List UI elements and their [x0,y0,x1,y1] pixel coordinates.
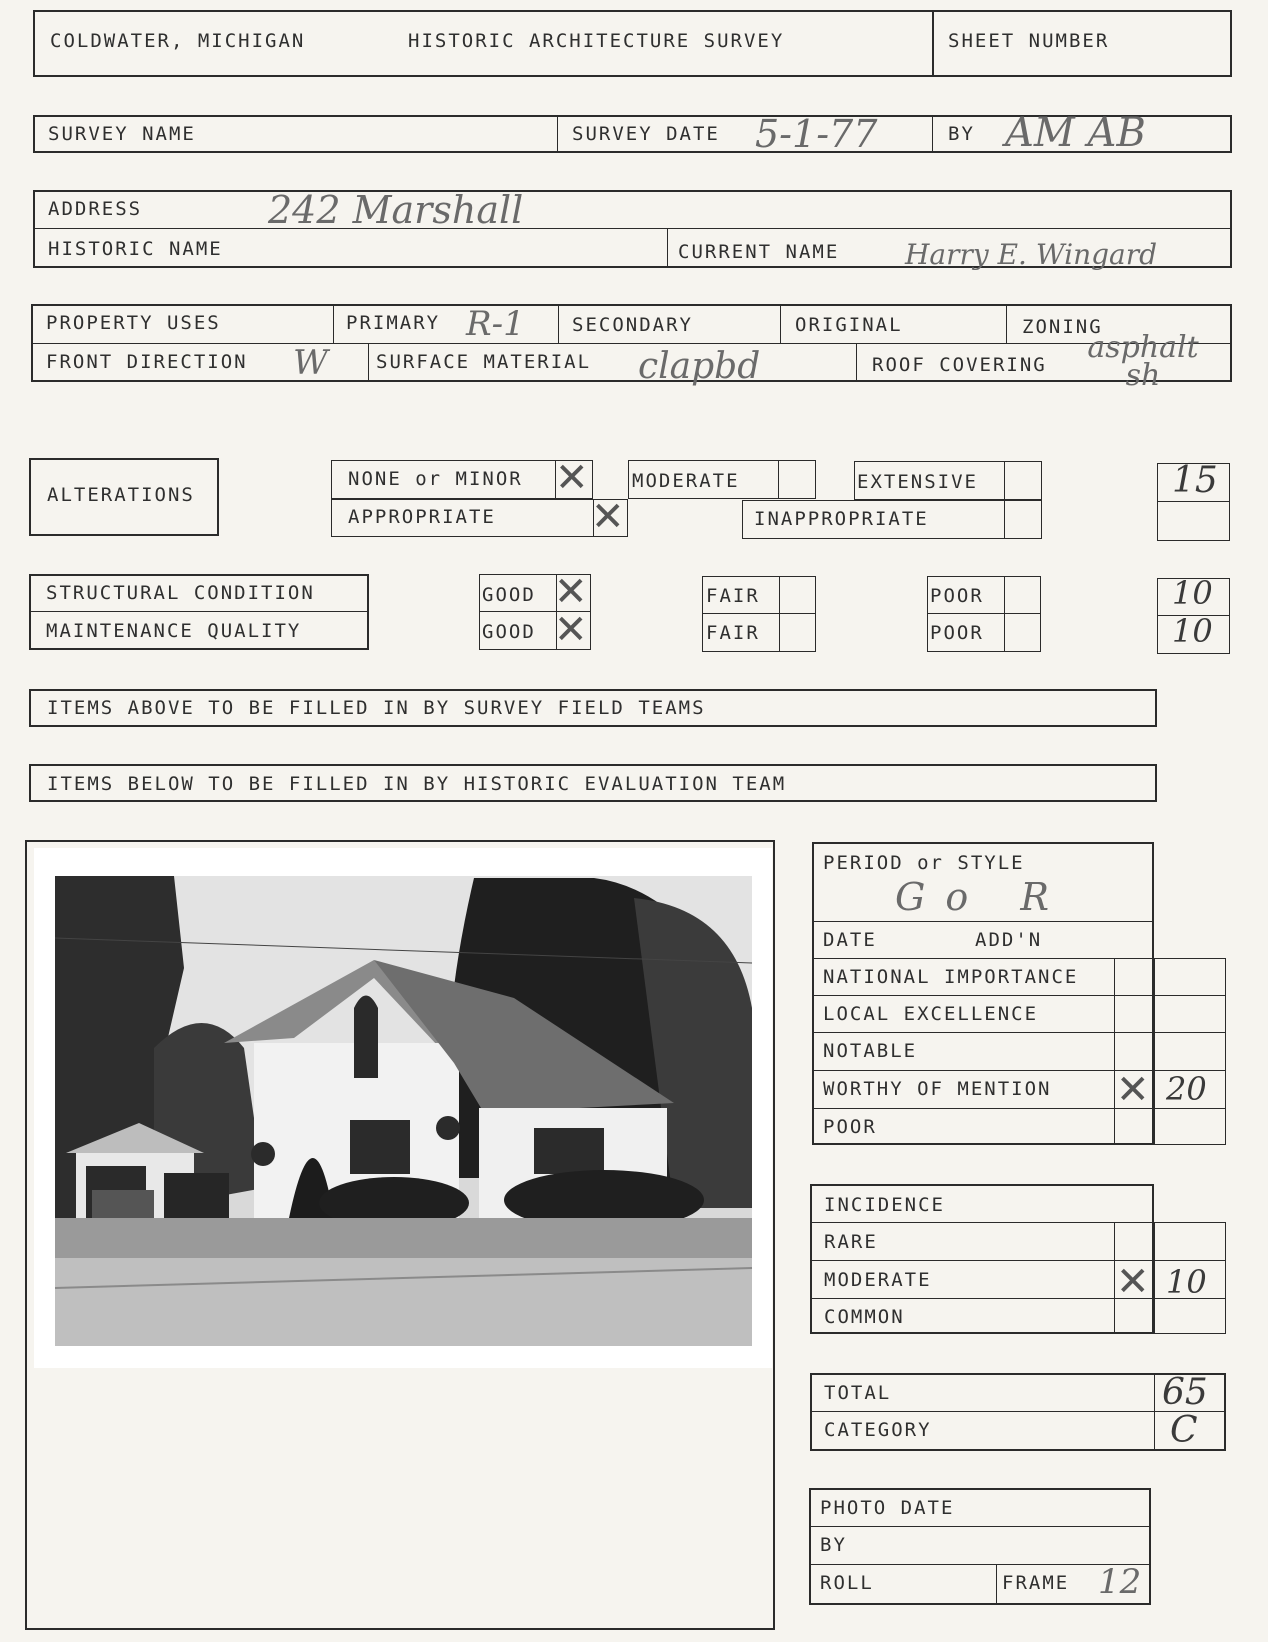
date-label: DATE [823,929,877,951]
incidence-moderate-label: MODERATE [824,1269,932,1291]
primary-label: PRIMARY [346,312,441,334]
appropriate-label: APPROPRIATE [348,506,496,528]
frame-label: FRAME [1002,1572,1070,1594]
total-label: TOTAL [824,1382,892,1404]
survey-name-label: SURVEY NAME [48,123,196,145]
worthy-of-mention-label: WORTHY OF MENTION [823,1078,1052,1100]
alterations-label: ALTERATIONS [47,484,195,506]
eval-row-notable [812,1032,1226,1033]
none-minor-label: NONE or MINOR [348,468,523,490]
national-importance-label: NATIONAL IMPORTANCE [823,966,1079,988]
moderate-label: MODERATE [632,470,740,492]
worthy-x: ✕ [1116,1067,1150,1113]
eval-score-sep [1154,958,1226,1145]
inappropriate-label: INAPPROPRIATE [754,508,929,530]
notes-below: ITEMS BELOW TO BE FILLED IN BY HISTORIC EVALUATION TEAM [47,773,787,795]
eval-row-poor [812,1108,1226,1109]
photo-info-row-by [809,1526,1151,1527]
secondary-label: SECONDARY [572,314,693,336]
incidence-moderate-score: 10 [1166,1263,1207,1301]
category-value: C [1170,1410,1198,1451]
maintenance-quality-label: MAINTENANCE QUALITY [46,620,302,642]
structural-good-label: GOOD [482,584,536,606]
structural-condition-label: STRUCTURAL CONDITION [46,582,315,604]
photo-frame [34,848,772,1368]
maintenance-score: 10 [1172,612,1213,650]
house-photo [34,848,772,1368]
none-minor-x: ✕ [555,455,589,501]
frame-value: 12 [1098,1562,1142,1602]
structural-score: 10 [1172,574,1213,612]
roll-label: ROLL [820,1572,874,1594]
incidence-moderate-x: ✕ [1116,1259,1150,1305]
eval-row-date [812,921,1154,922]
header-title: HISTORIC ARCHITECTURE SURVEY [408,30,785,52]
fair-check-col [779,576,816,652]
poor-check-col [1004,576,1041,652]
condition-label-divider [29,611,369,612]
surface-material-value: clapbd [638,346,761,387]
moderate-check [778,460,816,499]
structural-poor-label: POOR [930,585,984,607]
photo-by-label: BY [820,1534,847,1556]
zoning-label: ZONING [1022,316,1103,338]
incidence-row-moderate [810,1260,1226,1261]
current-name-value: Harry E. Wingard [905,238,1158,271]
alterations-score: 15 [1172,460,1218,501]
current-name-label: CURRENT NAME [678,241,840,263]
local-excellence-label: LOCAL EXCELLENCE [823,1003,1039,1025]
period-style-value: Go R [895,875,1069,919]
eval-row-local [812,995,1226,996]
historic-name-label: HISTORIC NAME [48,238,223,260]
original-label: ORIGINAL [795,314,903,336]
eval-row-worthy [812,1070,1226,1071]
sheet-number-label: SHEET NUMBER [948,30,1110,52]
incidence-label: INCIDENCE [824,1194,945,1216]
address-value: 242 Marshall [268,188,524,232]
incidence-row-rare [810,1222,1226,1223]
front-direction-value: W [293,343,328,383]
address-label: ADDRESS [48,198,143,220]
survey-date-value: 5-1-77 [755,112,878,156]
structural-fair-label: FAIR [706,585,760,607]
survey-by-value: AM AB [1005,110,1146,156]
notes-above: ITEMS ABOVE TO BE FILLED IN BY SURVEY FIELD TEAMS [47,697,706,719]
property-uses-label: PROPERTY USES [46,312,221,334]
roof-covering-value: asphalt sh [1087,330,1199,393]
rare-label: RARE [824,1231,878,1253]
incidence-row-common [810,1298,1226,1299]
maintenance-good-x: ✕ [554,607,588,653]
front-direction-label: FRONT DIRECTION [46,351,248,373]
primary-value: R-1 [466,304,525,344]
total-value: 65 [1162,1372,1208,1413]
maintenance-good-label: GOOD [482,621,536,643]
eval-poor-label: POOR [823,1116,877,1138]
common-label: COMMON [824,1306,905,1328]
appropriate-x: ✕ [591,494,625,540]
period-style-label: PERIOD or STYLE [823,852,1025,874]
surface-material-label: SURFACE MATERIAL [376,351,592,373]
alterations-score-divider [1157,501,1230,502]
addn-label: ADD'N [975,929,1043,951]
category-label: CATEGORY [824,1419,932,1441]
photo-date-label: PHOTO DATE [820,1497,955,1519]
survey-date-label: SURVEY DATE [572,123,720,145]
maintenance-fair-label: FAIR [706,622,760,644]
survey-by-label: BY [948,123,975,145]
eval-row-national [812,958,1226,959]
roof-covering-label: ROOF COVERING [872,354,1047,376]
worthy-score: 20 [1166,1070,1207,1108]
extensive-label: EXTENSIVE [857,471,978,493]
maintenance-poor-label: POOR [930,622,984,644]
notable-label: NOTABLE [823,1040,918,1062]
header-city: COLDWATER, MICHIGAN [50,30,306,52]
structural-good-x: ✕ [554,569,588,615]
